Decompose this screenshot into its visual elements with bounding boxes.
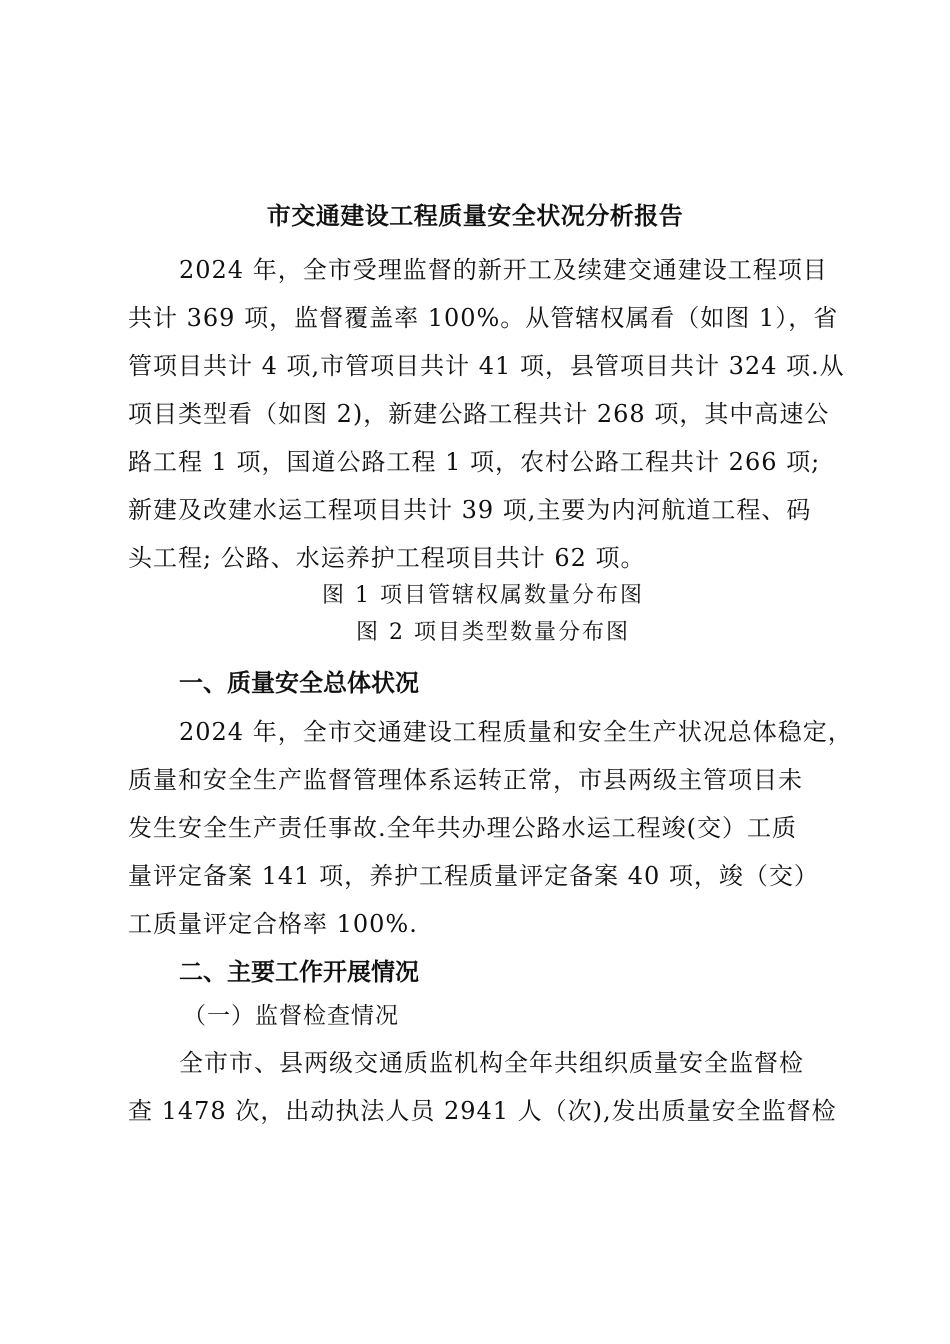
section-1-line-3: 发生安全生产责任事故.全年共办理公路水运工程竣(交）工质 <box>128 814 797 842</box>
document-title: 市交通建设工程质量安全状况分析报告 <box>266 201 684 230</box>
section-2-subheading: （一）监督检查情况 <box>183 1003 399 1029</box>
intro-line-2: 共计 369 项，监督覆盖率 100%。从管辖权属看（如图 1），省 <box>128 304 839 332</box>
figure-2-caption: 图 2 项目类型数量分布图 <box>356 620 630 645</box>
figure-1-caption: 图 1 项目管辖权属数量分布图 <box>322 583 644 608</box>
section-2-line-1: 全市市、县两级交通质监机构全年共组织质量安全监督检 <box>179 1049 804 1077</box>
section-1-line-5: 工质量评定合格率 100%. <box>128 910 418 938</box>
section-1-line-2: 质量和安全生产监督管理体系运转正常，市县两级主管项目未 <box>128 766 803 794</box>
section-1-line-4: 量评定备案 141 项，养护工程质量评定备案 40 项，竣（交） <box>128 862 819 890</box>
section-2-heading: 二、主要工作开展情况 <box>179 958 419 986</box>
intro-line-4: 项目类型看（如图 2)，新建公路工程共计 268 项，其中高速公 <box>128 400 830 428</box>
section-2-line-2: 查 1478 次，出动执法人员 2941 人（次),发出质量安全监督检 <box>128 1097 837 1125</box>
section-1-heading: 一、质量安全总体状况 <box>179 669 419 697</box>
intro-line-3: 管项目共计 4 项,市管项目共计 41 项，县管项目共计 324 项.从 <box>128 352 845 380</box>
intro-line-7: 头工程; 公路、水运养护工程项目共计 62 项。 <box>128 544 646 572</box>
intro-line-6: 新建及改建水运工程项目共计 39 项,主要为内河航道工程、码 <box>128 496 812 524</box>
intro-line-1: 2024 年，全市受理监督的新开工及续建交通建设工程项目 <box>179 256 828 284</box>
intro-line-5: 路工程 1 项，国道公路工程 1 项，农村公路工程共计 266 项; <box>128 448 821 476</box>
section-1-line-1: 2024 年，全市交通建设工程质量和安全生产状况总体稳定， <box>179 718 853 746</box>
